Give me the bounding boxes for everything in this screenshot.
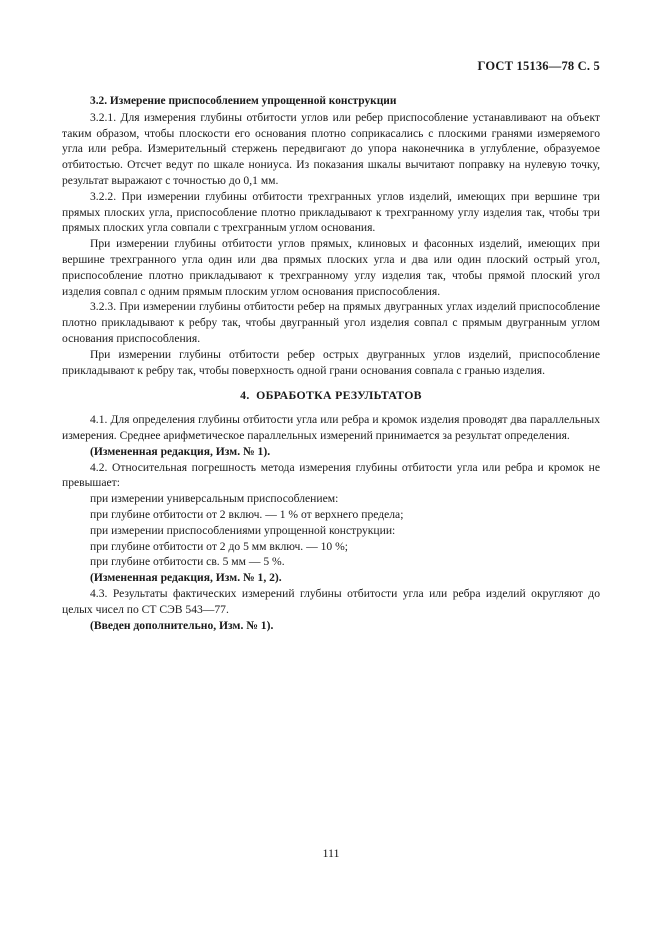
amendment-note-4-1: (Измененная редакция, Изм. № 1).	[90, 444, 271, 458]
paragraph-4-3: 4.3. Результаты фактических измерений глубины отбитости угла или ребра изделий округляют до целых чисел по СТ СЭВ 543—77.	[62, 586, 600, 616]
document-body	[62, 94, 600, 633]
paragraph-3-2-2: 3.2.2. При измерении глубины отбитости трехгранных углов изделий, имеющих при вершине три прямых плоских угла, приспособление плотно прикладывают к трехгранному углу изделия так, чтобы три прямых плоских угла совпали с трехгранным углом основания.	[62, 189, 600, 235]
paragraph-3-2-3-cont: При измерении глубины отбитости ребер острых двугранных углов изделий, приспособление прикладывают к ребру так, чтобы поверхность одной грани основания совпала с гранью изделия.	[62, 347, 600, 377]
list-item: при глубине отбитости от 2 включ. — 1 % от верхнего предела;	[90, 507, 404, 521]
list-item: при измерении приспособлениями упрощенной конструкции:	[90, 523, 396, 537]
paragraph-3-2-3: 3.2.3. При измерении глубины отбитости ребер на прямых двугранных углах изделий приспособление плотно прикладывают к ребру так, чтобы двугранный угол изделия совпал с прямым двугранным углом основания приспособления.	[62, 300, 600, 345]
paragraph-4-1: 4.1. Для определения глубины отбитости угла или ребра и кромок изделия проводят два параллельных измерения. Среднее арифметическое параллельных измерений принимается за результат определения.	[62, 413, 600, 442]
section-4-heading	[62, 388, 600, 404]
list-item: при измерении универсальным приспособлением:	[90, 492, 339, 506]
section-3-2-title: 3.2. Измерение приспособлением упрощенной конструкции	[90, 95, 397, 107]
section-4-heading-number: 4.	[240, 388, 250, 403]
list-item: при глубине отбитости от 2 до 5 мм включ. — 10 %;	[90, 539, 348, 553]
amendment-note-4-2: (Измененная редакция, Изм. № 1, 2).	[90, 571, 282, 585]
amendment-note-4-3: (Введен дополнительно, Изм. № 1).	[90, 618, 274, 632]
page-number: 111	[322, 846, 340, 860]
document-page	[62, 56, 600, 916]
list-item: при глубине отбитости св. 5 мм — 5 %.	[90, 555, 285, 569]
page-header-title: ГОСТ 15136—78 С. 5	[477, 59, 600, 73]
paragraph-3-2-2-cont: При измерении глубины отбитости углов прямых, клиновых и фасонных изделий, имеющих при вершине трехгранного угла один или два прямых плоских угла и два или один плоский острый угол, приспособление плотно прикладывают к трехгранному углу изделия так, чтобы прямой плоский угол изделия совпал с одним прямым плоским углом основания приспособления.	[62, 237, 600, 298]
paragraph-3-2-1: 3.2.1. Для измерения глубины отбитости углов или ребер приспособление устанавливают на объект таким образом, чтобы плоскости его основания плотно соприкасались с плоскими гранями измеряемого угла или ребра. Измерительный стержень передвигают до упора наконечника в углубление, образуемое отбитостью. Отсчет ведут по шкале нониуса. Из показания шкалы вычитают поправку на нулевую точку, результат выражают с точностью до 0,1 мм.	[62, 110, 600, 187]
section-4-heading-text: ОБРАБОТКА РЕЗУЛЬТАТОВ	[256, 388, 422, 403]
paragraph-4-2: 4.2. Относительная погрешность метода измерения глубины отбитости угла или ребра и кромок не превышает:	[62, 460, 600, 490]
